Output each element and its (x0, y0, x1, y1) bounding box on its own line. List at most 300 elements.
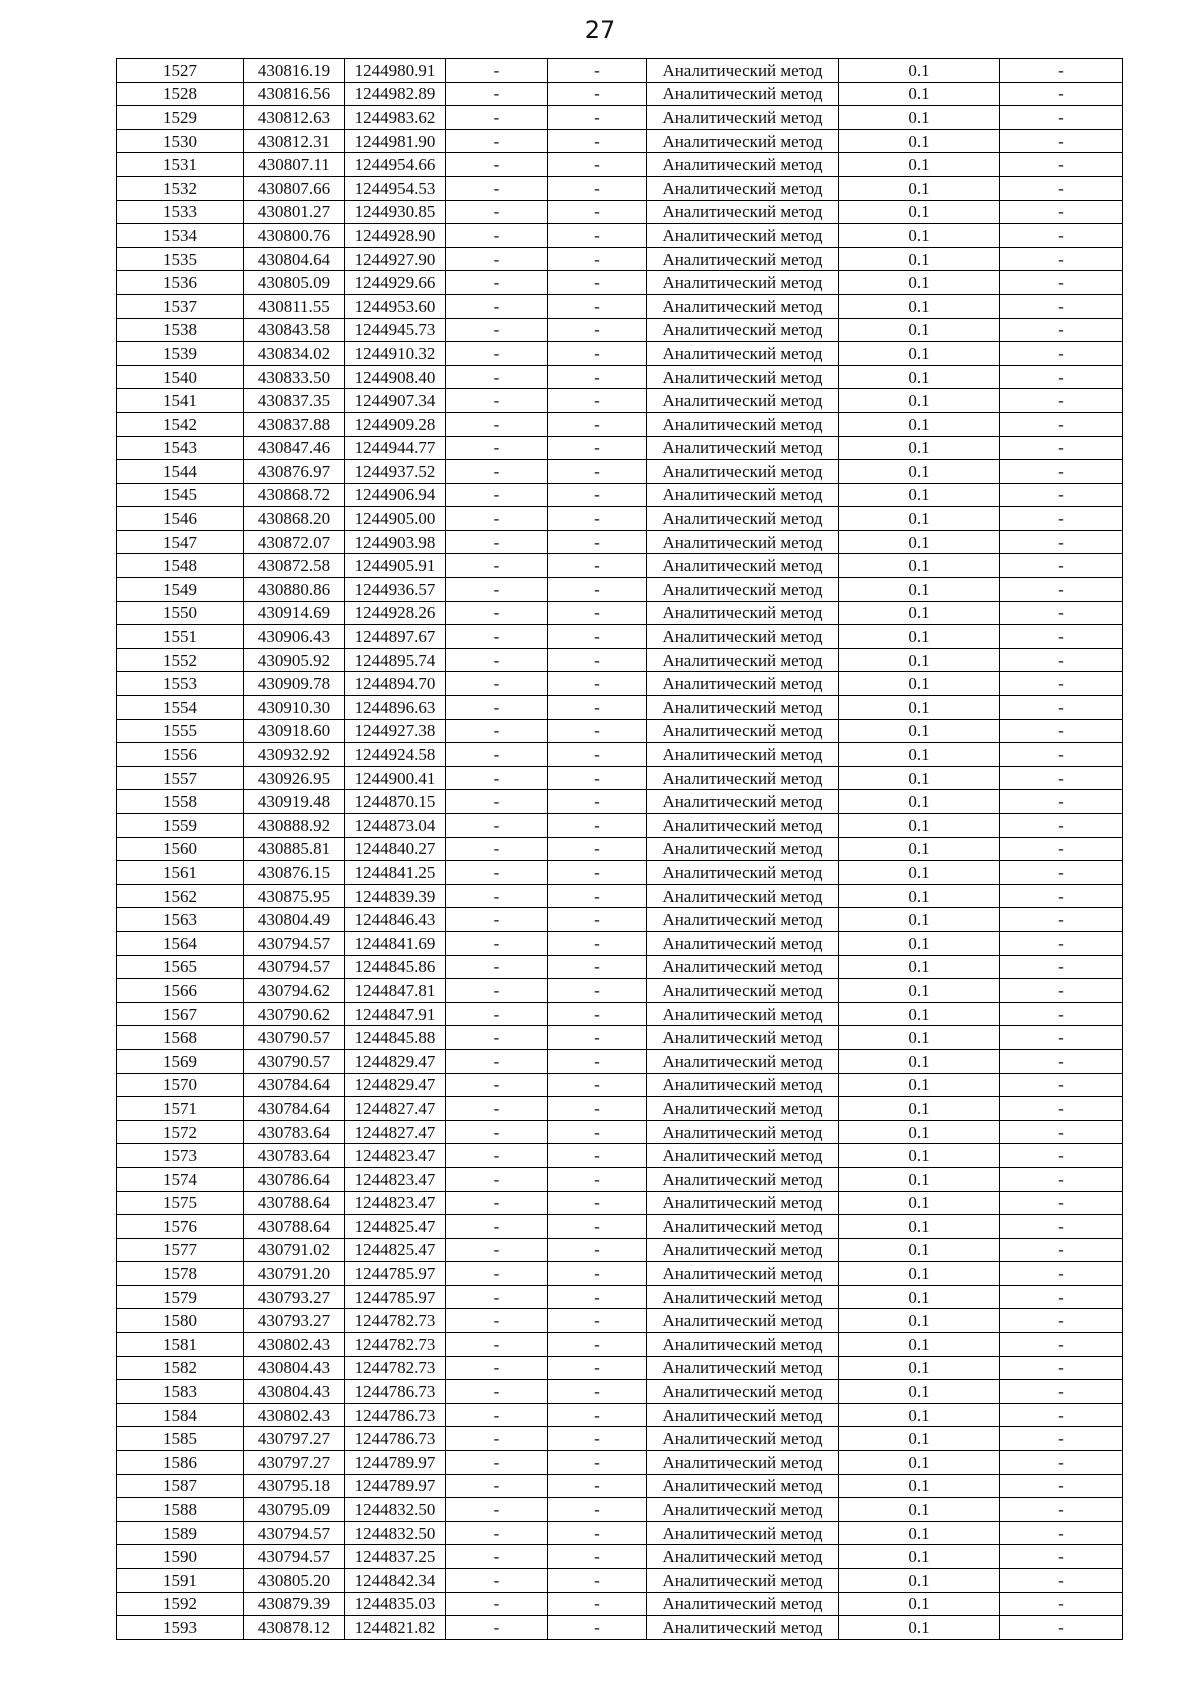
method-cell: Аналитический метод (647, 625, 839, 649)
accuracy-cell: 0.1 (839, 837, 1000, 861)
empty-cell-a: - (446, 342, 548, 366)
empty-cell-a: - (446, 1285, 548, 1309)
table-row (117, 530, 1123, 554)
table-row (117, 578, 1123, 602)
empty-cell-a: - (446, 719, 548, 743)
empty-cell-c: - (1000, 1498, 1123, 1522)
empty-cell-c: - (1000, 1002, 1123, 1026)
empty-cell-a: - (446, 1144, 548, 1168)
accuracy-cell: 0.1 (839, 955, 1000, 979)
empty-cell-b: - (548, 294, 647, 318)
empty-cell-c: - (1000, 271, 1123, 295)
empty-cell-c: - (1000, 1191, 1123, 1215)
x-coordinate-cell: 430794.62 (244, 979, 345, 1003)
empty-cell-c: - (1000, 1285, 1123, 1309)
table-row (117, 719, 1123, 743)
y-coordinate-cell: 1244907.34 (345, 389, 446, 413)
method-cell: Аналитический метод (647, 554, 839, 578)
point-number-cell: 1592 (117, 1592, 244, 1616)
point-number-cell: 1584 (117, 1403, 244, 1427)
empty-cell-a: - (446, 814, 548, 838)
empty-cell-c: - (1000, 1592, 1123, 1616)
empty-cell-b: - (548, 436, 647, 460)
y-coordinate-cell: 1244825.47 (345, 1215, 446, 1239)
empty-cell-c: - (1000, 931, 1123, 955)
method-cell: Аналитический метод (647, 1049, 839, 1073)
y-coordinate-cell: 1244823.47 (345, 1144, 446, 1168)
x-coordinate-cell: 430876.15 (244, 861, 345, 885)
empty-cell-a: - (446, 436, 548, 460)
accuracy-cell: 0.1 (839, 1120, 1000, 1144)
point-number-cell: 1593 (117, 1616, 244, 1640)
accuracy-cell: 0.1 (839, 1569, 1000, 1593)
table-row (117, 1167, 1123, 1191)
empty-cell-c: - (1000, 483, 1123, 507)
accuracy-cell: 0.1 (839, 106, 1000, 130)
table-row (117, 1380, 1123, 1404)
y-coordinate-cell: 1244982.89 (345, 82, 446, 106)
empty-cell-b: - (548, 1026, 647, 1050)
empty-cell-a: - (446, 106, 548, 130)
x-coordinate-cell: 430837.88 (244, 412, 345, 436)
table-row (117, 1002, 1123, 1026)
y-coordinate-cell: 1244782.73 (345, 1356, 446, 1380)
y-coordinate-cell: 1244827.47 (345, 1120, 446, 1144)
x-coordinate-cell: 430786.64 (244, 1167, 345, 1191)
accuracy-cell: 0.1 (839, 1002, 1000, 1026)
point-number-cell: 1559 (117, 814, 244, 838)
point-number-cell: 1537 (117, 294, 244, 318)
accuracy-cell: 0.1 (839, 436, 1000, 460)
table-row (117, 1026, 1123, 1050)
x-coordinate-cell: 430847.46 (244, 436, 345, 460)
table-row (117, 460, 1123, 484)
empty-cell-c: - (1000, 861, 1123, 885)
empty-cell-c: - (1000, 1215, 1123, 1239)
x-coordinate-cell: 430804.64 (244, 247, 345, 271)
y-coordinate-cell: 1244782.73 (345, 1333, 446, 1357)
empty-cell-b: - (548, 483, 647, 507)
point-number-cell: 1560 (117, 837, 244, 861)
x-coordinate-cell: 430800.76 (244, 224, 345, 248)
empty-cell-a: - (446, 318, 548, 342)
method-cell: Аналитический метод (647, 743, 839, 767)
accuracy-cell: 0.1 (839, 1356, 1000, 1380)
table-row (117, 1191, 1123, 1215)
table-row (117, 294, 1123, 318)
x-coordinate-cell: 430879.39 (244, 1592, 345, 1616)
empty-cell-c: - (1000, 648, 1123, 672)
x-coordinate-cell: 430833.50 (244, 365, 345, 389)
table-row (117, 59, 1123, 83)
accuracy-cell: 0.1 (839, 931, 1000, 955)
point-number-cell: 1549 (117, 578, 244, 602)
method-cell: Аналитический метод (647, 1616, 839, 1640)
empty-cell-c: - (1000, 601, 1123, 625)
y-coordinate-cell: 1244829.47 (345, 1073, 446, 1097)
empty-cell-c: - (1000, 389, 1123, 413)
y-coordinate-cell: 1244928.90 (345, 224, 446, 248)
table-row (117, 507, 1123, 531)
method-cell: Аналитический метод (647, 672, 839, 696)
method-cell: Аналитический метод (647, 837, 839, 861)
empty-cell-b: - (548, 342, 647, 366)
x-coordinate-cell: 430812.31 (244, 129, 345, 153)
accuracy-cell: 0.1 (839, 648, 1000, 672)
empty-cell-a: - (446, 578, 548, 602)
empty-cell-b: - (548, 389, 647, 413)
y-coordinate-cell: 1244786.73 (345, 1427, 446, 1451)
point-number-cell: 1575 (117, 1191, 244, 1215)
empty-cell-a: - (446, 365, 548, 389)
empty-cell-a: - (446, 1333, 548, 1357)
accuracy-cell: 0.1 (839, 790, 1000, 814)
x-coordinate-cell: 430807.66 (244, 176, 345, 200)
y-coordinate-cell: 1244910.32 (345, 342, 446, 366)
empty-cell-c: - (1000, 200, 1123, 224)
empty-cell-b: - (548, 82, 647, 106)
x-coordinate-cell: 430876.97 (244, 460, 345, 484)
empty-cell-b: - (548, 648, 647, 672)
y-coordinate-cell: 1244945.73 (345, 318, 446, 342)
accuracy-cell: 0.1 (839, 766, 1000, 790)
point-number-cell: 1541 (117, 389, 244, 413)
y-coordinate-cell: 1244847.91 (345, 1002, 446, 1026)
x-coordinate-cell: 430804.43 (244, 1356, 345, 1380)
accuracy-cell: 0.1 (839, 719, 1000, 743)
y-coordinate-cell: 1244786.73 (345, 1380, 446, 1404)
point-number-cell: 1542 (117, 412, 244, 436)
empty-cell-b: - (548, 1616, 647, 1640)
method-cell: Аналитический метод (647, 979, 839, 1003)
empty-cell-b: - (548, 1403, 647, 1427)
empty-cell-b: - (548, 625, 647, 649)
point-number-cell: 1535 (117, 247, 244, 271)
empty-cell-c: - (1000, 979, 1123, 1003)
empty-cell-c: - (1000, 342, 1123, 366)
x-coordinate-cell: 430788.64 (244, 1191, 345, 1215)
x-coordinate-cell: 430914.69 (244, 601, 345, 625)
accuracy-cell: 0.1 (839, 412, 1000, 436)
empty-cell-b: - (548, 153, 647, 177)
x-coordinate-cell: 430868.20 (244, 507, 345, 531)
x-coordinate-cell: 430816.19 (244, 59, 345, 83)
empty-cell-c: - (1000, 106, 1123, 130)
table-row (117, 176, 1123, 200)
method-cell: Аналитический метод (647, 719, 839, 743)
empty-cell-b: - (548, 672, 647, 696)
y-coordinate-cell: 1244841.25 (345, 861, 446, 885)
table-row (117, 837, 1123, 861)
empty-cell-c: - (1000, 814, 1123, 838)
accuracy-cell: 0.1 (839, 1427, 1000, 1451)
x-coordinate-cell: 430794.57 (244, 931, 345, 955)
table-row (117, 1403, 1123, 1427)
empty-cell-b: - (548, 247, 647, 271)
x-coordinate-cell: 430793.27 (244, 1285, 345, 1309)
x-coordinate-cell: 430802.43 (244, 1333, 345, 1357)
point-number-cell: 1578 (117, 1262, 244, 1286)
empty-cell-b: - (548, 601, 647, 625)
table-row (117, 365, 1123, 389)
empty-cell-b: - (548, 106, 647, 130)
accuracy-cell: 0.1 (839, 1238, 1000, 1262)
x-coordinate-cell: 430794.57 (244, 1545, 345, 1569)
empty-cell-a: - (446, 837, 548, 861)
table-row (117, 908, 1123, 932)
table-row (117, 1451, 1123, 1475)
empty-cell-a: - (446, 931, 548, 955)
x-coordinate-cell: 430788.64 (244, 1215, 345, 1239)
table-row (117, 1309, 1123, 1333)
point-number-cell: 1528 (117, 82, 244, 106)
empty-cell-c: - (1000, 530, 1123, 554)
empty-cell-b: - (548, 412, 647, 436)
accuracy-cell: 0.1 (839, 1097, 1000, 1121)
point-number-cell: 1586 (117, 1451, 244, 1475)
y-coordinate-cell: 1244924.58 (345, 743, 446, 767)
method-cell: Аналитический метод (647, 1073, 839, 1097)
x-coordinate-cell: 430880.86 (244, 578, 345, 602)
x-coordinate-cell: 430875.95 (244, 884, 345, 908)
y-coordinate-cell: 1244903.98 (345, 530, 446, 554)
empty-cell-a: - (446, 294, 548, 318)
table-row (117, 884, 1123, 908)
empty-cell-c: - (1000, 507, 1123, 531)
x-coordinate-cell: 430794.57 (244, 1521, 345, 1545)
table-row (117, 1049, 1123, 1073)
empty-cell-a: - (446, 648, 548, 672)
method-cell: Аналитический метод (647, 1498, 839, 1522)
empty-cell-c: - (1000, 1569, 1123, 1593)
empty-cell-c: - (1000, 625, 1123, 649)
method-cell: Аналитический метод (647, 908, 839, 932)
x-coordinate-cell: 430805.09 (244, 271, 345, 295)
x-coordinate-cell: 430906.43 (244, 625, 345, 649)
table-row (117, 790, 1123, 814)
empty-cell-a: - (446, 1073, 548, 1097)
empty-cell-a: - (446, 224, 548, 248)
x-coordinate-cell: 430878.12 (244, 1616, 345, 1640)
empty-cell-a: - (446, 1380, 548, 1404)
empty-cell-c: - (1000, 1427, 1123, 1451)
empty-cell-b: - (548, 696, 647, 720)
method-cell: Аналитический метод (647, 1002, 839, 1026)
empty-cell-c: - (1000, 1616, 1123, 1640)
empty-cell-b: - (548, 318, 647, 342)
empty-cell-c: - (1000, 1120, 1123, 1144)
x-coordinate-cell: 430804.49 (244, 908, 345, 932)
empty-cell-c: - (1000, 1144, 1123, 1168)
method-cell: Аналитический метод (647, 1285, 839, 1309)
method-cell: Аналитический метод (647, 389, 839, 413)
accuracy-cell: 0.1 (839, 979, 1000, 1003)
empty-cell-c: - (1000, 1026, 1123, 1050)
empty-cell-a: - (446, 955, 548, 979)
point-number-cell: 1532 (117, 176, 244, 200)
x-coordinate-cell: 430795.18 (244, 1474, 345, 1498)
point-number-cell: 1547 (117, 530, 244, 554)
empty-cell-a: - (446, 1545, 548, 1569)
point-number-cell: 1576 (117, 1215, 244, 1239)
y-coordinate-cell: 1244845.88 (345, 1026, 446, 1050)
y-coordinate-cell: 1244944.77 (345, 436, 446, 460)
empty-cell-b: - (548, 1309, 647, 1333)
x-coordinate-cell: 430797.27 (244, 1451, 345, 1475)
table-row (117, 1073, 1123, 1097)
empty-cell-c: - (1000, 955, 1123, 979)
empty-cell-b: - (548, 979, 647, 1003)
method-cell: Аналитический метод (647, 271, 839, 295)
method-cell: Аналитический метод (647, 59, 839, 83)
x-coordinate-cell: 430790.57 (244, 1049, 345, 1073)
empty-cell-a: - (446, 1002, 548, 1026)
empty-cell-a: - (446, 1191, 548, 1215)
empty-cell-c: - (1000, 1309, 1123, 1333)
method-cell: Аналитический метод (647, 318, 839, 342)
empty-cell-b: - (548, 1191, 647, 1215)
table-row (117, 1238, 1123, 1262)
empty-cell-c: - (1000, 365, 1123, 389)
empty-cell-a: - (446, 766, 548, 790)
empty-cell-a: - (446, 82, 548, 106)
x-coordinate-cell: 430905.92 (244, 648, 345, 672)
x-coordinate-cell: 430812.63 (244, 106, 345, 130)
accuracy-cell: 0.1 (839, 554, 1000, 578)
point-number-cell: 1571 (117, 1097, 244, 1121)
y-coordinate-cell: 1244870.15 (345, 790, 446, 814)
empty-cell-c: - (1000, 1073, 1123, 1097)
point-number-cell: 1562 (117, 884, 244, 908)
accuracy-cell: 0.1 (839, 460, 1000, 484)
point-number-cell: 1572 (117, 1120, 244, 1144)
y-coordinate-cell: 1244929.66 (345, 271, 446, 295)
empty-cell-c: - (1000, 318, 1123, 342)
accuracy-cell: 0.1 (839, 1049, 1000, 1073)
empty-cell-b: - (548, 884, 647, 908)
accuracy-cell: 0.1 (839, 271, 1000, 295)
table-row (117, 1592, 1123, 1616)
y-coordinate-cell: 1244785.97 (345, 1285, 446, 1309)
empty-cell-a: - (446, 1309, 548, 1333)
empty-cell-b: - (548, 460, 647, 484)
empty-cell-a: - (446, 271, 548, 295)
empty-cell-c: - (1000, 1333, 1123, 1357)
method-cell: Аналитический метод (647, 766, 839, 790)
table-row (117, 601, 1123, 625)
point-number-cell: 1587 (117, 1474, 244, 1498)
empty-cell-b: - (548, 554, 647, 578)
method-cell: Аналитический метод (647, 342, 839, 366)
accuracy-cell: 0.1 (839, 908, 1000, 932)
table-row (117, 743, 1123, 767)
empty-cell-a: - (446, 861, 548, 885)
empty-cell-b: - (548, 719, 647, 743)
y-coordinate-cell: 1244839.39 (345, 884, 446, 908)
y-coordinate-cell: 1244936.57 (345, 578, 446, 602)
empty-cell-b: - (548, 837, 647, 861)
method-cell: Аналитический метод (647, 1238, 839, 1262)
table-row (117, 648, 1123, 672)
empty-cell-c: - (1000, 1521, 1123, 1545)
method-cell: Аналитический метод (647, 106, 839, 130)
empty-cell-b: - (548, 59, 647, 83)
accuracy-cell: 0.1 (839, 483, 1000, 507)
y-coordinate-cell: 1244908.40 (345, 365, 446, 389)
empty-cell-c: - (1000, 1049, 1123, 1073)
y-coordinate-cell: 1244895.74 (345, 648, 446, 672)
y-coordinate-cell: 1244845.86 (345, 955, 446, 979)
method-cell: Аналитический метод (647, 507, 839, 531)
point-number-cell: 1538 (117, 318, 244, 342)
point-number-cell: 1563 (117, 908, 244, 932)
accuracy-cell: 0.1 (839, 365, 1000, 389)
empty-cell-c: - (1000, 790, 1123, 814)
accuracy-cell: 0.1 (839, 1451, 1000, 1475)
method-cell: Аналитический метод (647, 601, 839, 625)
table-row (117, 412, 1123, 436)
empty-cell-a: - (446, 1026, 548, 1050)
empty-cell-b: - (548, 129, 647, 153)
method-cell: Аналитический метод (647, 578, 839, 602)
accuracy-cell: 0.1 (839, 389, 1000, 413)
empty-cell-b: - (548, 1380, 647, 1404)
accuracy-cell: 0.1 (839, 59, 1000, 83)
table-row (117, 389, 1123, 413)
table-row (117, 483, 1123, 507)
point-number-cell: 1533 (117, 200, 244, 224)
x-coordinate-cell: 430872.07 (244, 530, 345, 554)
empty-cell-b: - (548, 1474, 647, 1498)
table-row (117, 554, 1123, 578)
table-row (117, 1215, 1123, 1239)
table-body (117, 59, 1123, 1640)
empty-cell-a: - (446, 59, 548, 83)
y-coordinate-cell: 1244930.85 (345, 200, 446, 224)
method-cell: Аналитический метод (647, 1545, 839, 1569)
x-coordinate-cell: 430918.60 (244, 719, 345, 743)
table-row (117, 1427, 1123, 1451)
accuracy-cell: 0.1 (839, 1167, 1000, 1191)
empty-cell-b: - (548, 1333, 647, 1357)
x-coordinate-cell: 430885.81 (244, 837, 345, 861)
method-cell: Аналитический метод (647, 790, 839, 814)
empty-cell-a: - (446, 412, 548, 436)
empty-cell-a: - (446, 1403, 548, 1427)
point-number-cell: 1543 (117, 436, 244, 460)
accuracy-cell: 0.1 (839, 578, 1000, 602)
accuracy-cell: 0.1 (839, 318, 1000, 342)
empty-cell-a: - (446, 908, 548, 932)
accuracy-cell: 0.1 (839, 1521, 1000, 1545)
point-number-cell: 1581 (117, 1333, 244, 1357)
empty-cell-c: - (1000, 766, 1123, 790)
empty-cell-c: - (1000, 672, 1123, 696)
accuracy-cell: 0.1 (839, 743, 1000, 767)
table-row (117, 861, 1123, 885)
point-number-cell: 1558 (117, 790, 244, 814)
table-row (117, 1333, 1123, 1357)
empty-cell-b: - (548, 1356, 647, 1380)
empty-cell-c: - (1000, 59, 1123, 83)
accuracy-cell: 0.1 (839, 1026, 1000, 1050)
empty-cell-a: - (446, 554, 548, 578)
table-row (117, 200, 1123, 224)
x-coordinate-cell: 430793.27 (244, 1309, 345, 1333)
empty-cell-a: - (446, 1616, 548, 1640)
y-coordinate-cell: 1244837.25 (345, 1545, 446, 1569)
method-cell: Аналитический метод (647, 1333, 839, 1357)
